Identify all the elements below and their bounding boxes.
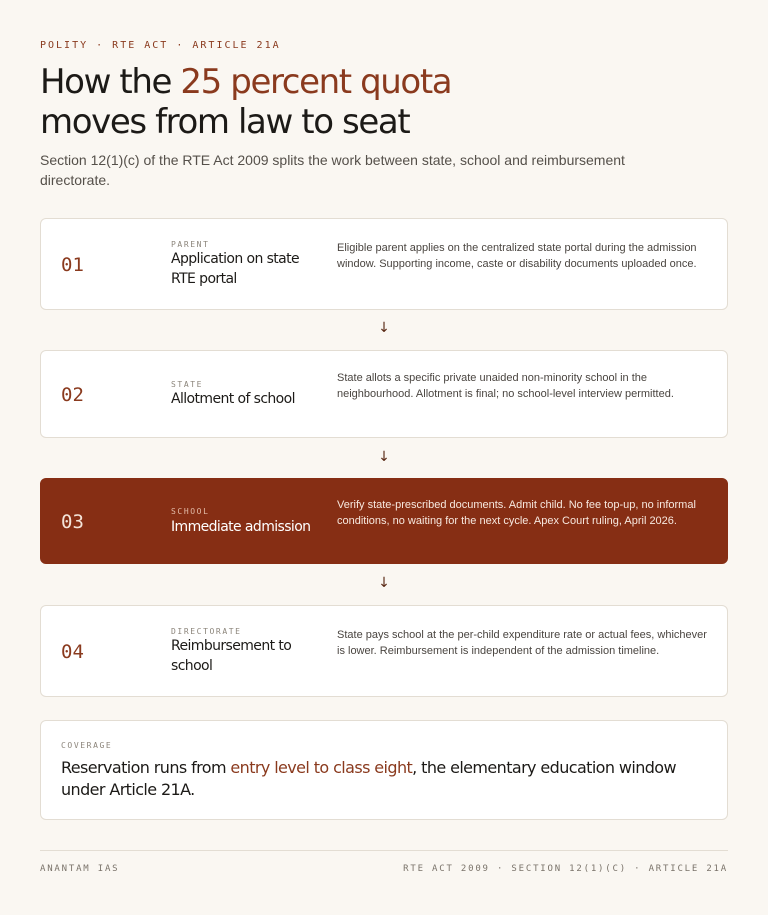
arrow-down-icon: ↓	[378, 449, 390, 465]
page-title	[40, 62, 451, 142]
footer-divider	[40, 850, 728, 851]
step-card-02	[40, 350, 728, 438]
step-number: 03	[61, 511, 84, 533]
coverage-pre: Reservation runs from	[61, 758, 231, 777]
step-number: 04	[61, 641, 84, 663]
coverage-label: COVERAGE	[61, 741, 113, 750]
step-card-04	[40, 605, 728, 697]
kicker: POLITY · RTE ACT · ARTICLE 21A	[40, 40, 281, 51]
headline-post: moves from law to seat	[40, 102, 410, 142]
step-description: Verify state-prescribed documents. Admit child. No fee top-up, no informal conditions, no waiting for the next cycle. Apex Court ruling, April 2026.	[337, 499, 696, 527]
arrow-down-icon: ↓	[378, 575, 390, 591]
step-number: 01	[61, 254, 84, 276]
step-actor: SCHOOL	[171, 507, 210, 516]
step-actor: PARENT	[171, 240, 210, 249]
step-number: 02	[61, 384, 84, 406]
subhead: Section 12(1)(c) of the RTE Act 2009 splits the work between state, school and reimbursement directorate.	[40, 152, 625, 188]
coverage-text	[61, 757, 711, 801]
step-title: Application on state RTE portal	[171, 251, 300, 287]
headline-accent: 25 percent quota	[180, 62, 452, 102]
step-card-03	[40, 478, 728, 564]
coverage-card	[40, 720, 728, 820]
headline-pre: How the	[40, 62, 181, 102]
footer-reference: RTE ACT 2009 · SECTION 12(1)(C) · ARTICLE 21A	[403, 864, 728, 874]
step-actor: DIRECTORATE	[171, 627, 242, 636]
step-title: Reimbursement to school	[171, 638, 292, 674]
step-title: Immediate admission	[171, 519, 311, 535]
step-description: State pays school at the per-child expenditure rate or actual fees, whichever is lower. Reimbursement is independent of the admission timeline.	[337, 629, 707, 657]
coverage-post: , the elementary education window under Article 21A.	[61, 758, 676, 799]
arrow-down-icon: ↓	[378, 320, 390, 336]
coverage-accent: entry level to class eight	[230, 758, 413, 777]
step-card-01	[40, 218, 728, 310]
step-title: Allotment of school	[171, 391, 295, 407]
step-description: Eligible parent applies on the centralized state portal during the admission window. Supporting income, caste or disability documents uploaded once.	[337, 242, 697, 270]
step-description: State allots a specific private unaided non-minority school in the neighbourhood. Allotment is final; no school-level interview permitted.	[337, 372, 674, 400]
step-actor: STATE	[171, 380, 204, 389]
footer-brand: ANANTAM IAS	[40, 864, 120, 874]
